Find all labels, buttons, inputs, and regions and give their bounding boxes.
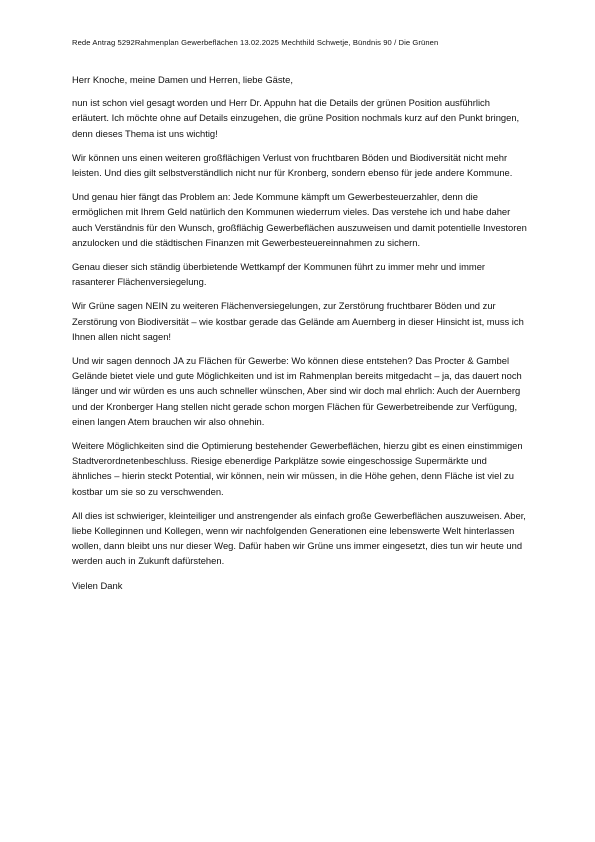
paragraph-yes: Und wir sagen dennoch JA zu Flächen für Gewerbe: Wo können diese entstehen? Das Procter & Gambel Gelände bietet viele und gute Möglichkeiten und ist im Rahmenplan bereits mitgedacht – ja, das dauert noch länger und wir würden es uns auch schneller wünschen, Aber sind wir doch mal ehrlich: Auch der Auernberg und der Kronberger Hang stellen nicht gerade schon morgen Flächen für Gewerbetreibende zur Verfügung, einen langen Atem brauchen wir also ohnehin. <box>72 355 522 427</box>
paragraph-intro: nun ist schon viel gesagt worden und Herr Dr. Appuhn hat die Details der grünen Position ausführlich erläutert. Ich möchte ohne auf Details einzugehen, die grüne Position nochmals kurz auf den Punkt bringen, denn dieses Thema ist uns wichtig! <box>72 97 520 139</box>
paragraph-competition: Genau dieser sich ständig überbietende Wettkampf der Kommunen führt zu immer mehr und immer rasanterer Flächenversiegelung. <box>72 261 486 288</box>
closing-line: Vielen Dank <box>72 579 123 591</box>
salutation: Herr Knoche, meine Damen und Herren, liebe Gäste, <box>72 74 293 85</box>
running-header: Rede Antrag 5292Rahmenplan Gewerbeflächen 13.02.2025 Mechthild Schwetje, Bündnis 90 / Die Grünen <box>72 38 439 47</box>
speech-body <box>72 72 528 602</box>
paragraph-conclusion: All dies ist schwieriger, kleinteiliger und anstrengender als einfach große Gewerbeflächen auszuweisen. Aber, liebe Kolleginnen und Kollegen, wenn wir nachfolgenden Generationen eine lebenswerte Welt hinterlassen wollen, dann bleibt uns nur dieser Weg. Dafür haben wir Grüne uns immer eingesetzt, dies tun wir heute und werden auch in Zukunft dafürstehen. <box>72 509 526 567</box>
paragraph-problem: Und genau hier fängt das Problem an: Jede Kommune kämpft um Gewerbesteuerzahler, denn die ermöglichen mit Ihrem Geld natürlich den Kommunen wiederrum vieles. Das verstehe ich und habe daher auch Verständnis für den Wunsch, großflächig Gewerbeflächen auszuweisen und damit potentielle Investoren anzulocken und die städtischen Finanzen mit Gewerbesteuereinnahmen zu sichern. <box>72 191 527 248</box>
paragraph-optimization: Weitere Möglichkeiten sind die Optimierung bestehender Gewerbeflächen, hierzu gibt es einen einstimmigen Stadtverordnetenbeschluss. Riesige ebenerdige Parkplätze sowie eingeschossige Supermärkte und ähnliches – hierin steckt Potential, wir können, nein wir müssen, in die Höhe gehen, denn Fläche ist viel zu kostbar um sie so zu verschwenden. <box>72 440 523 497</box>
paragraph-soil-loss: Wir können uns einen weiteren großflächigen Verlust von fruchtbaren Böden und Biodiversität nicht mehr leisten. Und dies gilt selbstverständlich nicht nur für Kronberg, sondern ebenso für jede andere Kommune. <box>72 151 513 179</box>
paragraph-no: Wir Grüne sagen NEIN zu weiteren Flächenversiegelungen, zur Zerstörung fruchtbarer Böden und zur Zerstörung von Biodiversität – wie kostbar gerade das Gelände am Auernberg in dieser Hinsicht ist, muss ich Ihnen allen nicht sagen! <box>72 300 524 342</box>
